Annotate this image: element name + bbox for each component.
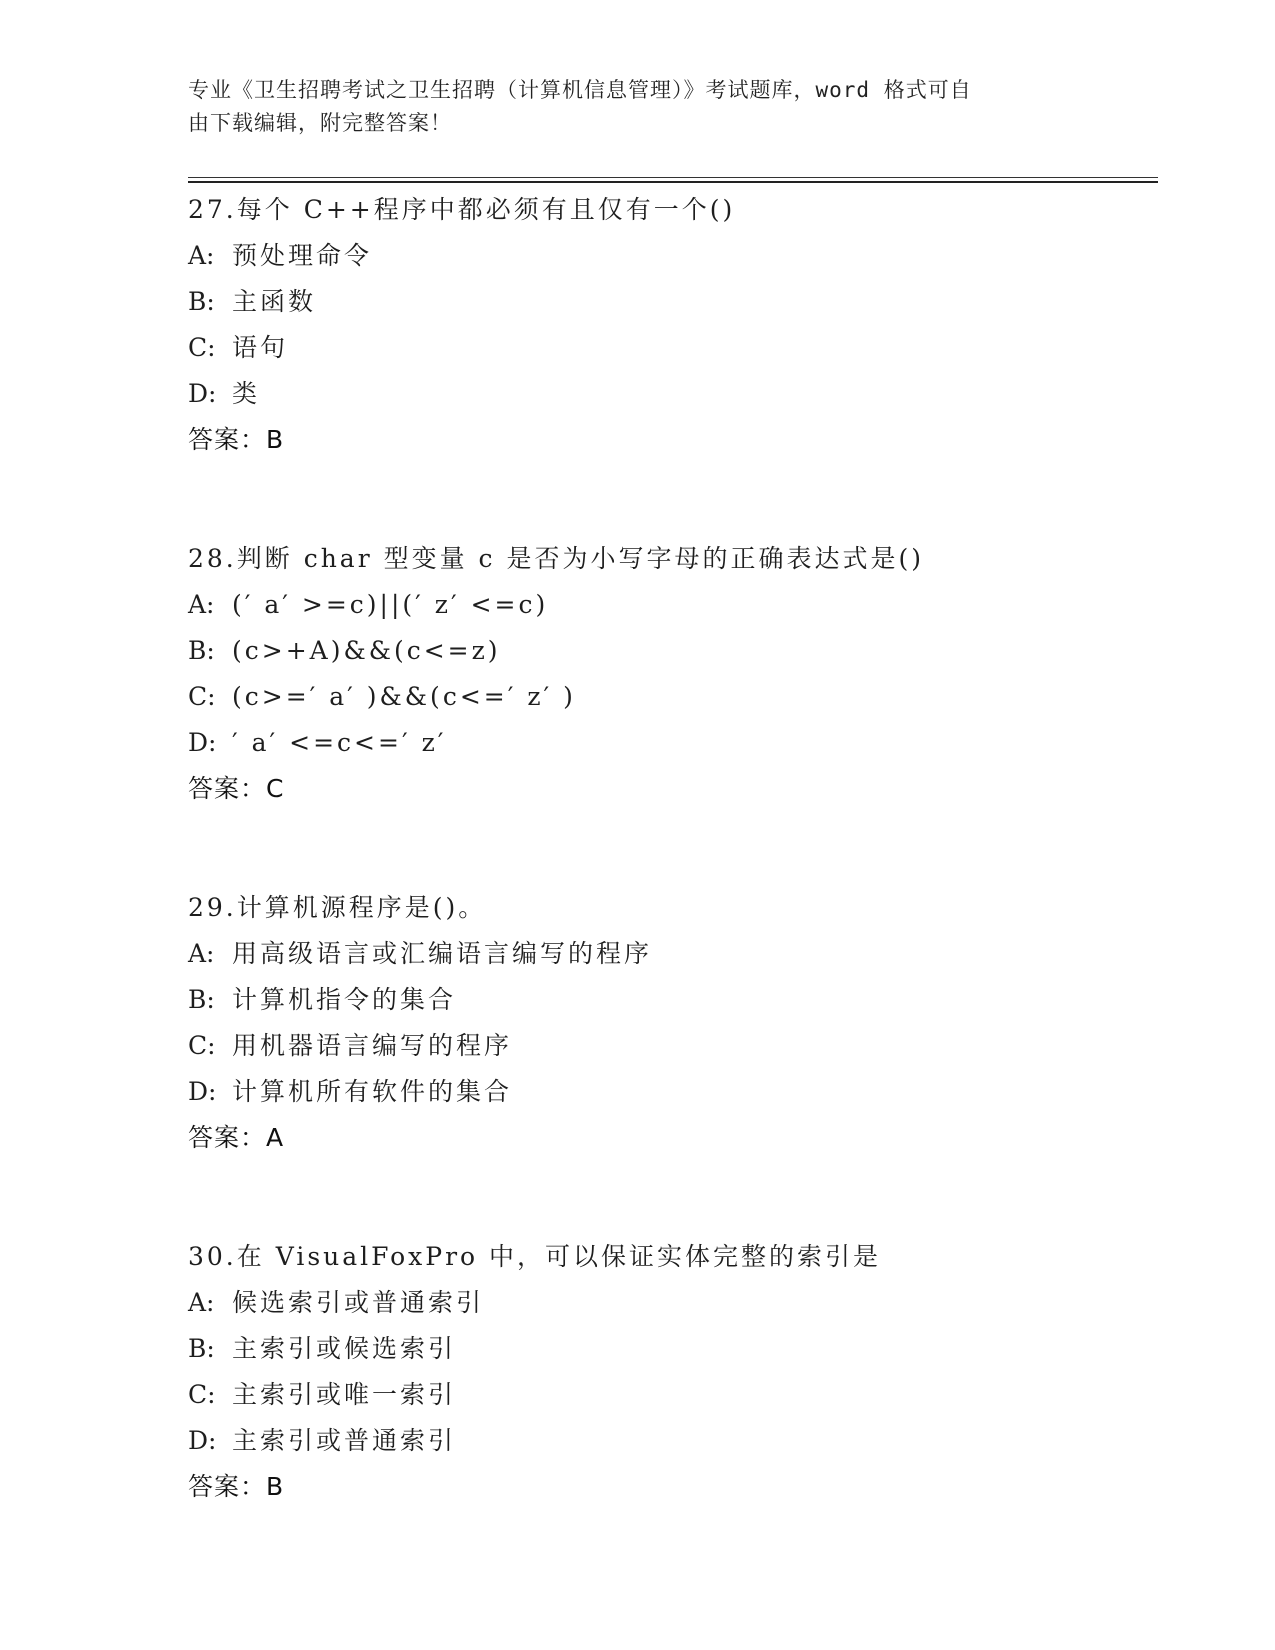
- option-a: [188, 931, 1148, 977]
- option-a: [188, 1280, 1148, 1326]
- question-stem: 29.计算机源程序是()。: [188, 893, 487, 922]
- option-d: [188, 720, 1148, 766]
- option-d: [188, 1069, 1148, 1115]
- option-text: ′ a′ <=c<=′ z′: [232, 728, 447, 757]
- option-letter: A:: [188, 939, 215, 968]
- header-line-2: 由下载编辑，附完整答案！: [188, 111, 452, 135]
- option-text: 主索引或候选索引: [232, 1334, 457, 1363]
- option-letter: C:: [188, 682, 216, 711]
- option-text: 语句: [232, 333, 289, 362]
- document-header: [188, 74, 1068, 140]
- question-stem: 28.判断 char 型变量 c 是否为小写字母的正确表达式是(): [188, 544, 925, 573]
- option-b: [188, 279, 1148, 325]
- option-c: [188, 674, 1148, 720]
- header-divider-thin: [188, 177, 1158, 178]
- option-letter: C:: [188, 1380, 216, 1409]
- question-stem: 30.在 VisualFoxPro 中，可以保证实体完整的索引是: [188, 1242, 882, 1271]
- question-block: [188, 1234, 1148, 1510]
- option-c: [188, 1023, 1148, 1069]
- option-b: [188, 977, 1148, 1023]
- question-stem: 27.每个 C++程序中都必须有且仅有一个(): [188, 195, 736, 224]
- option-text: 候选索引或普通索引: [232, 1288, 485, 1317]
- answer-line: 答案：B: [188, 425, 285, 454]
- option-text: 计算机指令的集合: [232, 985, 457, 1014]
- option-text: 用高级语言或汇编语言编写的程序: [232, 939, 653, 968]
- answer-line: 答案：A: [188, 1123, 285, 1152]
- option-letter: B:: [188, 1334, 215, 1363]
- question-block: [188, 187, 1148, 463]
- option-text: 预处理命令: [232, 241, 373, 270]
- question-block: [188, 885, 1148, 1161]
- option-letter: D:: [188, 1077, 217, 1106]
- option-text: 主索引或唯一索引: [232, 1380, 457, 1409]
- option-d: [188, 371, 1148, 417]
- question-list: [188, 187, 1148, 1583]
- option-a: [188, 233, 1148, 279]
- option-b: [188, 1326, 1148, 1372]
- option-letter: B:: [188, 985, 215, 1014]
- answer-line: 答案：C: [188, 774, 285, 803]
- option-letter: A:: [188, 590, 215, 619]
- option-letter: C:: [188, 1031, 216, 1060]
- question-block: [188, 536, 1148, 812]
- option-b: [188, 628, 1148, 674]
- option-a: [188, 582, 1148, 628]
- option-letter: B:: [188, 287, 215, 316]
- option-text: (′ a′ >=c)||(′ z′ <=c): [232, 590, 549, 619]
- header-line-1: 专业《卫生招聘考试之卫生招聘（计算机信息管理）》考试题库，word 格式可自: [188, 78, 972, 102]
- option-letter: A:: [188, 1288, 215, 1317]
- option-text: 类: [232, 379, 261, 408]
- option-letter: C:: [188, 333, 216, 362]
- option-letter: D:: [188, 379, 217, 408]
- option-letter: B:: [188, 636, 215, 665]
- option-d: [188, 1418, 1148, 1464]
- option-text: 计算机所有软件的集合: [232, 1077, 513, 1106]
- option-text: (c>=′ a′ )&&(c<=′ z′ ): [232, 682, 576, 711]
- answer-line: 答案：B: [188, 1472, 285, 1501]
- header-divider-thick: [188, 181, 1158, 183]
- option-text: (c>+A)&&(c<=z): [232, 636, 501, 665]
- option-letter: A:: [188, 241, 215, 270]
- option-c: [188, 325, 1148, 371]
- option-c: [188, 1372, 1148, 1418]
- option-letter: D:: [188, 1426, 217, 1455]
- option-text: 用机器语言编写的程序: [232, 1031, 513, 1060]
- option-letter: D:: [188, 728, 217, 757]
- option-text: 主函数: [232, 287, 317, 316]
- option-text: 主索引或普通索引: [232, 1426, 457, 1455]
